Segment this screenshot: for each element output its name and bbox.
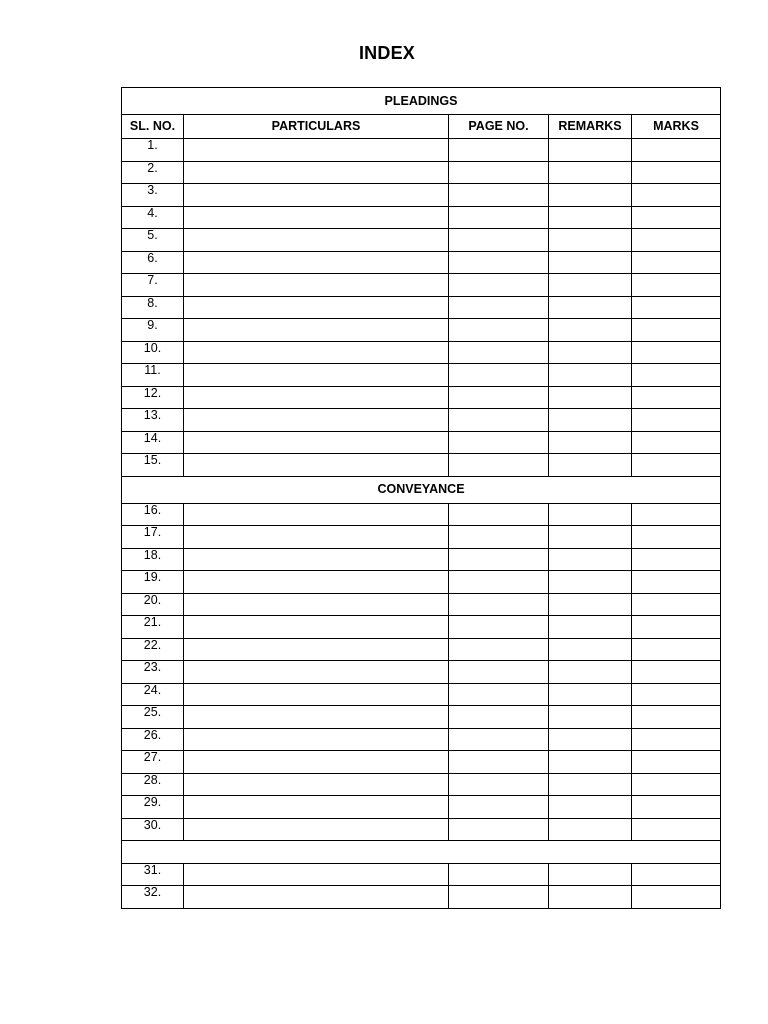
page-no-cell <box>449 773 549 796</box>
table-row <box>122 638 721 661</box>
sl-no-cell: 4. <box>122 206 184 229</box>
sl-no-cell: 12. <box>122 386 184 409</box>
page-no-cell <box>449 706 549 729</box>
particulars-cell <box>184 706 449 729</box>
remarks-cell <box>549 796 632 819</box>
marks-cell <box>632 886 721 909</box>
particulars-cell <box>184 751 449 774</box>
remarks-cell <box>549 863 632 886</box>
page-no-cell <box>449 503 549 526</box>
marks-cell <box>632 296 721 319</box>
particulars-cell <box>184 661 449 684</box>
marks-cell <box>632 751 721 774</box>
particulars-cell <box>184 139 449 162</box>
table-row <box>122 818 721 841</box>
remarks-cell <box>549 571 632 594</box>
sl-no-cell: 15. <box>122 454 184 477</box>
particulars-cell <box>184 319 449 342</box>
table-row <box>122 409 721 432</box>
particulars-cell <box>184 251 449 274</box>
page-no-cell <box>449 526 549 549</box>
table-row <box>122 548 721 571</box>
page-no-cell <box>449 454 549 477</box>
remarks-cell <box>549 161 632 184</box>
remarks-cell <box>549 251 632 274</box>
table-row <box>122 229 721 252</box>
particulars-cell <box>184 364 449 387</box>
remarks-cell <box>549 319 632 342</box>
marks-cell <box>632 386 721 409</box>
table-row <box>122 593 721 616</box>
sl-no-cell: 3. <box>122 184 184 207</box>
page-no-cell <box>449 386 549 409</box>
blank-separator-row <box>122 841 721 864</box>
marks-cell <box>632 706 721 729</box>
sl-no-cell: 31. <box>122 863 184 886</box>
page-no-cell <box>449 184 549 207</box>
particulars-cell <box>184 863 449 886</box>
page-no-cell <box>449 319 549 342</box>
particulars-cell <box>184 818 449 841</box>
sl-no-cell: 18. <box>122 548 184 571</box>
sl-no-cell: 24. <box>122 683 184 706</box>
marks-cell <box>632 364 721 387</box>
sl-no-cell: 9. <box>122 319 184 342</box>
marks-cell <box>632 274 721 297</box>
table-row <box>122 184 721 207</box>
remarks-cell <box>549 751 632 774</box>
table-row <box>122 296 721 319</box>
particulars-cell <box>184 728 449 751</box>
table-row <box>122 683 721 706</box>
page-no-cell <box>449 251 549 274</box>
sl-no-cell: 29. <box>122 796 184 819</box>
particulars-cell <box>184 296 449 319</box>
marks-cell <box>632 571 721 594</box>
remarks-cell <box>549 409 632 432</box>
marks-cell <box>632 661 721 684</box>
sl-no-cell: 13. <box>122 409 184 432</box>
marks-cell <box>632 526 721 549</box>
marks-cell <box>632 593 721 616</box>
marks-cell <box>632 863 721 886</box>
column-header-remarks: REMARKS <box>549 115 632 139</box>
page-no-cell <box>449 728 549 751</box>
page-no-cell <box>449 206 549 229</box>
page-no-cell <box>449 139 549 162</box>
page-no-cell <box>449 364 549 387</box>
remarks-cell <box>549 661 632 684</box>
page-no-cell <box>449 296 549 319</box>
sl-no-cell: 1. <box>122 139 184 162</box>
sl-no-cell: 27. <box>122 751 184 774</box>
section-title <box>122 841 721 864</box>
table-row <box>122 139 721 162</box>
table-row <box>122 503 721 526</box>
marks-cell <box>632 796 721 819</box>
remarks-cell <box>549 364 632 387</box>
particulars-cell <box>184 571 449 594</box>
page-no-cell <box>449 751 549 774</box>
page-no-cell <box>449 796 549 819</box>
sl-no-cell: 32. <box>122 886 184 909</box>
particulars-cell <box>184 593 449 616</box>
document-title: INDEX <box>358 43 415 63</box>
column-header-row <box>122 115 721 139</box>
marks-cell <box>632 728 721 751</box>
page-no-cell <box>449 616 549 639</box>
sl-no-cell: 19. <box>122 571 184 594</box>
index-table-body <box>122 88 721 909</box>
page-no-cell <box>449 593 549 616</box>
particulars-cell <box>184 206 449 229</box>
remarks-cell <box>549 548 632 571</box>
table-row <box>122 341 721 364</box>
column-header-particulars: PARTICULARS <box>184 115 449 139</box>
marks-cell <box>632 184 721 207</box>
section-title: PLEADINGS <box>122 88 721 115</box>
sl-no-cell: 30. <box>122 818 184 841</box>
particulars-cell <box>184 503 449 526</box>
table-row <box>122 773 721 796</box>
particulars-cell <box>184 616 449 639</box>
marks-cell <box>632 229 721 252</box>
table-row <box>122 616 721 639</box>
sl-no-cell: 22. <box>122 638 184 661</box>
table-row <box>122 251 721 274</box>
particulars-cell <box>184 683 449 706</box>
remarks-cell <box>549 206 632 229</box>
table-row <box>122 886 721 909</box>
table-row <box>122 161 721 184</box>
remarks-cell <box>549 773 632 796</box>
marks-cell <box>632 139 721 162</box>
particulars-cell <box>184 526 449 549</box>
marks-cell <box>632 818 721 841</box>
table-row <box>122 206 721 229</box>
table-row <box>122 571 721 594</box>
sl-no-cell: 11. <box>122 364 184 387</box>
remarks-cell <box>549 593 632 616</box>
table-row <box>122 431 721 454</box>
marks-cell <box>632 161 721 184</box>
table-row <box>122 796 721 819</box>
marks-cell <box>632 548 721 571</box>
remarks-cell <box>549 296 632 319</box>
remarks-cell <box>549 454 632 477</box>
particulars-cell <box>184 773 449 796</box>
particulars-cell <box>184 386 449 409</box>
remarks-cell <box>549 431 632 454</box>
marks-cell <box>632 206 721 229</box>
remarks-cell <box>549 139 632 162</box>
particulars-cell <box>184 454 449 477</box>
table-row <box>122 386 721 409</box>
sl-no-cell: 16. <box>122 503 184 526</box>
sl-no-cell: 2. <box>122 161 184 184</box>
page-no-cell <box>449 431 549 454</box>
sl-no-cell: 25. <box>122 706 184 729</box>
particulars-cell <box>184 229 449 252</box>
remarks-cell <box>549 706 632 729</box>
table-row <box>122 661 721 684</box>
table-row <box>122 319 721 342</box>
table-row <box>122 863 721 886</box>
remarks-cell <box>549 526 632 549</box>
remarks-cell <box>549 274 632 297</box>
section-header-row <box>122 88 721 115</box>
remarks-cell <box>549 728 632 751</box>
remarks-cell <box>549 638 632 661</box>
page-no-cell <box>449 341 549 364</box>
remarks-cell <box>549 818 632 841</box>
remarks-cell <box>549 184 632 207</box>
table-row <box>122 728 721 751</box>
page-no-cell <box>449 409 549 432</box>
particulars-cell <box>184 161 449 184</box>
marks-cell <box>632 773 721 796</box>
sl-no-cell: 23. <box>122 661 184 684</box>
marks-cell <box>632 251 721 274</box>
particulars-cell <box>184 548 449 571</box>
sl-no-cell: 6. <box>122 251 184 274</box>
table-row <box>122 526 721 549</box>
particulars-cell <box>184 638 449 661</box>
sl-no-cell: 10. <box>122 341 184 364</box>
page-no-cell <box>449 229 549 252</box>
remarks-cell <box>549 229 632 252</box>
sl-no-cell: 17. <box>122 526 184 549</box>
page-no-cell <box>449 548 549 571</box>
sl-no-cell: 28. <box>122 773 184 796</box>
table-row <box>122 454 721 477</box>
page-no-cell <box>449 638 549 661</box>
page-no-cell <box>449 886 549 909</box>
particulars-cell <box>184 886 449 909</box>
particulars-cell <box>184 796 449 819</box>
column-header-page-no: PAGE NO. <box>449 115 549 139</box>
particulars-cell <box>184 274 449 297</box>
remarks-cell <box>549 616 632 639</box>
sl-no-cell: 14. <box>122 431 184 454</box>
column-header-sl-no: SL. NO. <box>122 115 184 139</box>
page-no-cell <box>449 863 549 886</box>
table-row <box>122 751 721 774</box>
page-no-cell <box>449 274 549 297</box>
particulars-cell <box>184 341 449 364</box>
particulars-cell <box>184 184 449 207</box>
marks-cell <box>632 683 721 706</box>
sl-no-cell: 26. <box>122 728 184 751</box>
remarks-cell <box>549 683 632 706</box>
remarks-cell <box>549 886 632 909</box>
marks-cell <box>632 503 721 526</box>
page-no-cell <box>449 683 549 706</box>
section-header-row <box>122 476 721 503</box>
page-no-cell <box>449 161 549 184</box>
marks-cell <box>632 319 721 342</box>
sl-no-cell: 21. <box>122 616 184 639</box>
marks-cell <box>632 409 721 432</box>
marks-cell <box>632 454 721 477</box>
marks-cell <box>632 638 721 661</box>
table-row <box>122 364 721 387</box>
remarks-cell <box>549 386 632 409</box>
marks-cell <box>632 341 721 364</box>
sl-no-cell: 20. <box>122 593 184 616</box>
index-table <box>121 87 721 909</box>
sl-no-cell: 7. <box>122 274 184 297</box>
page-no-cell <box>449 818 549 841</box>
marks-cell <box>632 431 721 454</box>
marks-cell <box>632 616 721 639</box>
remarks-cell <box>549 503 632 526</box>
particulars-cell <box>184 431 449 454</box>
column-header-marks: MARKS <box>632 115 721 139</box>
page-no-cell <box>449 661 549 684</box>
page-no-cell <box>449 571 549 594</box>
table-row <box>122 706 721 729</box>
remarks-cell <box>549 341 632 364</box>
particulars-cell <box>184 409 449 432</box>
sl-no-cell: 8. <box>122 296 184 319</box>
sl-no-cell: 5. <box>122 229 184 252</box>
section-title: CONVEYANCE <box>122 476 721 503</box>
table-row <box>122 274 721 297</box>
